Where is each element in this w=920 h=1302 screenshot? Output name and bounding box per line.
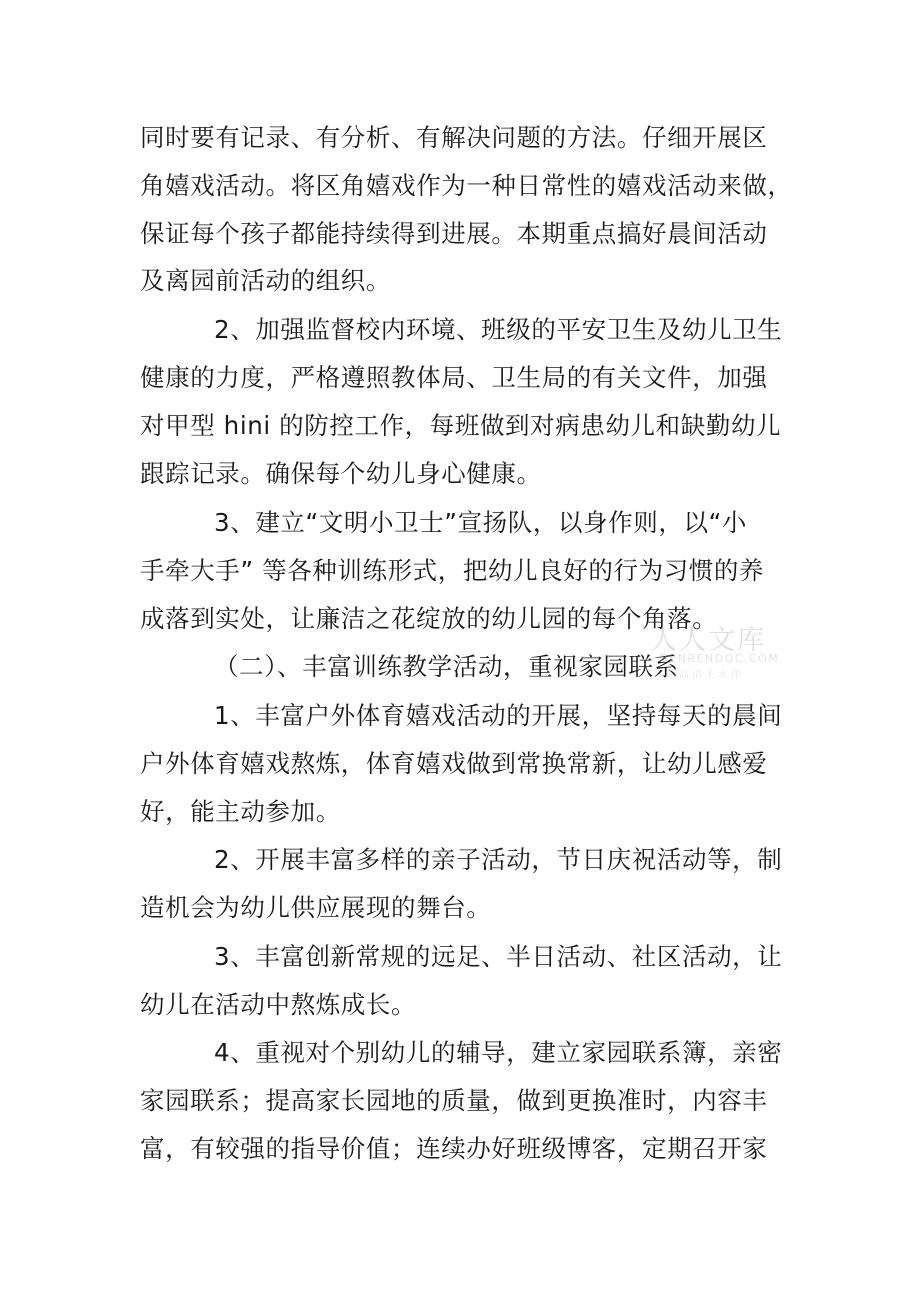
body-line: 健康的力度，严格遵照教体局、卫生局的有关文件，加强 [140, 363, 768, 392]
body-line: 幼儿在活动中熬炼成长。 [140, 990, 417, 1019]
body-line: 手牵大手” 等各种训练形式，把幼儿良好的行为习惯的养 [140, 556, 765, 585]
body-line: 造机会为幼儿供应展现的舞台。 [140, 893, 492, 922]
paragraph-start-line: 4、重视对个别幼儿的辅导，建立家园联系簿，亲密 [214, 1038, 783, 1067]
watermark-tagline: 超高清无水印 [666, 670, 744, 681]
paragraph-start-line: 2、加强监督校内环境、班级的平安卫生及幼儿卫生 [214, 315, 783, 344]
body-line: 家园联系；提高家长园地的质量，做到更换准时，内容丰 [140, 1086, 768, 1115]
watermark-title: 人人文库 [650, 625, 766, 656]
body-line: 角嬉戏活动。将区角嬉戏作为一种日常性的嬉戏活动来做， [140, 171, 793, 200]
paragraph-start-line: 2、开展丰富多样的亲子活动，节日庆祝活动等，制 [214, 845, 783, 874]
body-line: 对甲型 hini 的防控工作，每班做到对病患幼儿和缺勤幼儿 [140, 411, 782, 440]
paragraph-start-line: 3、建立“文明小卫士”宣扬队，以身作则，以“小 [214, 508, 747, 537]
body-line: 及离园前活动的组织。 [140, 266, 391, 295]
paragraph-start-line: 3、丰富创新常规的远足、半日活动、社区活动，让 [214, 942, 783, 971]
body-line: 同时要有记录、有分析、有解决问题的方法。仔细开展区 [140, 123, 768, 152]
body-line: 成落到实处，让廉洁之花绽放的幼儿园的每个角落。 [140, 604, 718, 633]
section-heading: （二）、丰富训练教学活动，重视家园联系 [214, 652, 679, 681]
body-line: 保证每个孩子都能持续得到进展。本期重点搞好晨间活动 [140, 219, 768, 248]
watermark-domain: RENRENDOC.COM [660, 652, 780, 665]
paragraph-start-line: 1、丰富户外体育嬉戏活动的开展，坚持每天的晨间 [214, 701, 783, 730]
body-line: 户外体育嬉戏熬炼，体育嬉戏做到常换常新，让幼儿感爱 [140, 749, 768, 778]
body-line: 富，有较强的指导价值；连续办好班级博客，定期召开家 [140, 1134, 768, 1163]
watermark-logo [640, 618, 790, 682]
body-line: 好，能主动参加。 [140, 797, 341, 826]
body-line: 跟踪记录。确保每个幼儿身心健康。 [140, 459, 542, 488]
